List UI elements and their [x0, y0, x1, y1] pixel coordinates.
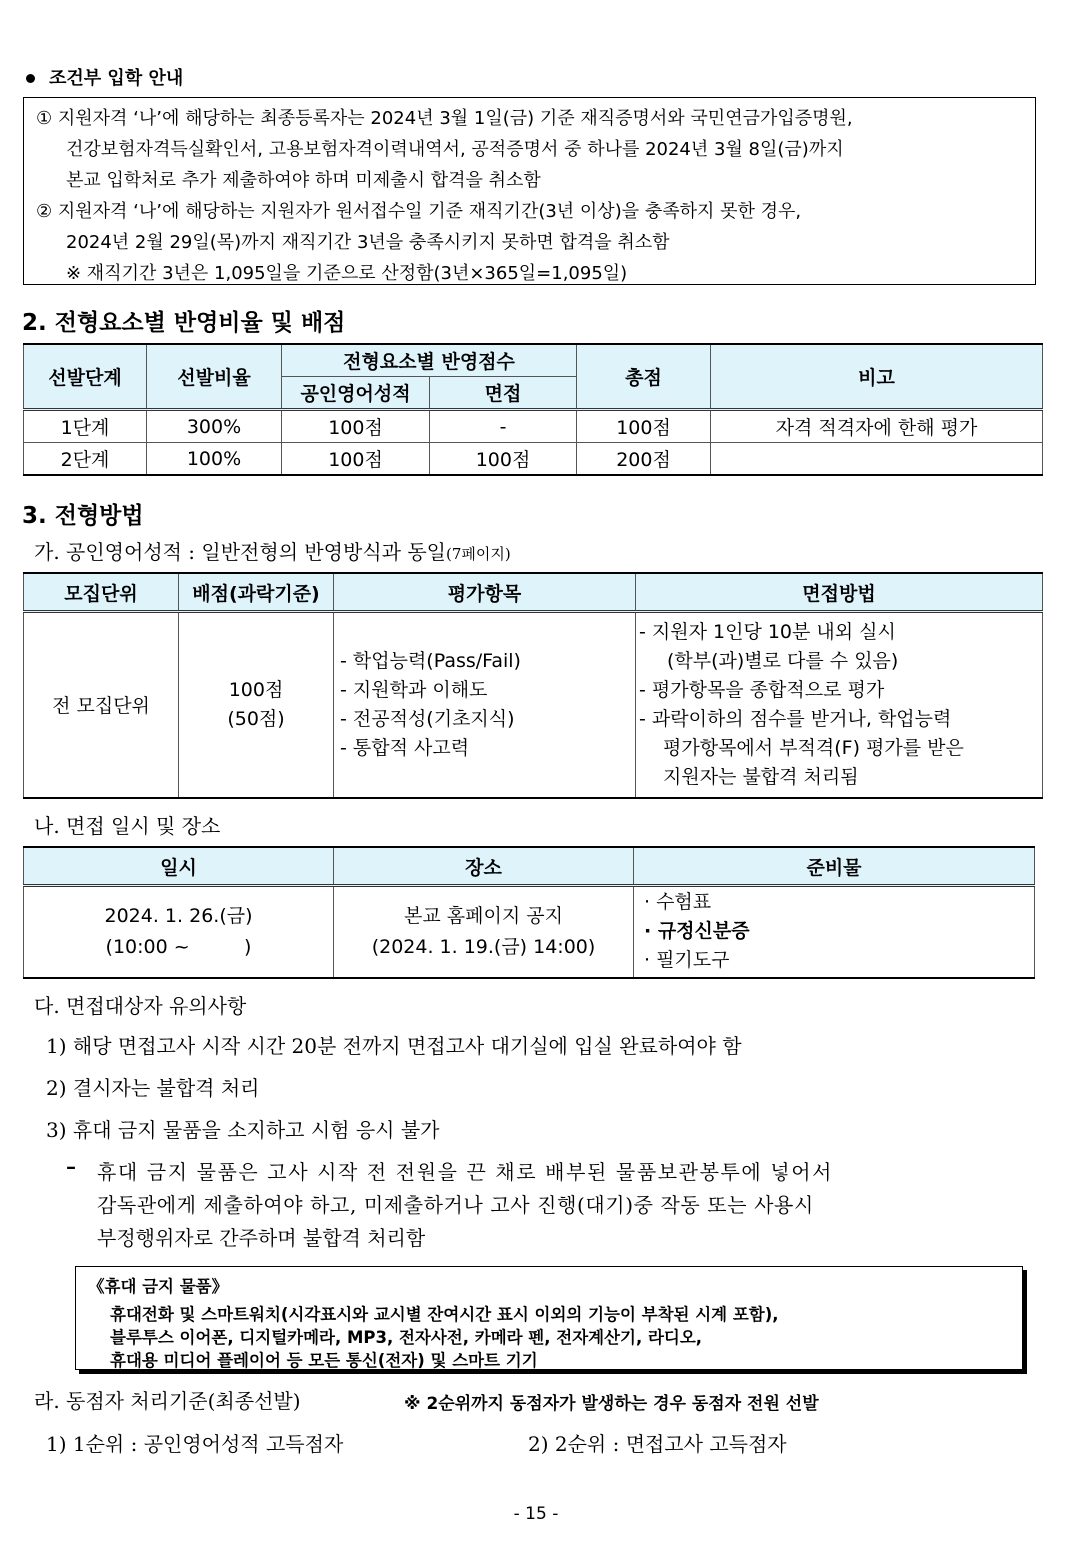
prohibited-items-box — [75, 1266, 1023, 1370]
header-method: 면접방법 — [636, 573, 1043, 612]
interview-date: 2024. 1. 26.(금) — [104, 904, 253, 927]
header-interview: 면접 — [430, 377, 577, 410]
conditional-notice-box — [23, 97, 1036, 285]
english-score-table — [23, 572, 1043, 799]
header-unit: 모집단위 — [24, 573, 179, 612]
subsection-a-note: (7페이지) — [445, 545, 511, 563]
notice-item: 2) 결시자는 불합격 처리 — [46, 1076, 260, 1100]
conditional-line: ※ 재직기간 3년은 1,095일을 기준으로 산정함(3년×365일=1,095일) — [66, 263, 628, 284]
subsection-c: 다. 면접대상자 유의사항 — [34, 994, 247, 1018]
supply-item: · 필기도구 — [644, 949, 730, 972]
eval-item: - 학업능력(Pass/Fail) — [340, 649, 521, 672]
dash-line: 부정행위자로 간주하며 불합격 처리함 — [97, 1226, 426, 1250]
table-row — [24, 410, 1043, 443]
page-number: - 15 - — [513, 1504, 559, 1524]
table-row — [24, 612, 1043, 798]
eval-item: - 전공적성(기초지식) — [340, 707, 515, 730]
prohibit-line: 휴대전화 및 스마트워치(시각표시와 교시별 잔여시간 표시 이외의 기능이 부착된 시계 포함), — [110, 1305, 779, 1324]
dash-line: 감독관에게 제출하여야 하고, 미제출하거나 고사 진행(대기)중 작동 또는 사용시 — [97, 1193, 814, 1217]
header-score: 배점(과락기준) — [179, 573, 334, 612]
score-cutoff: (50점) — [227, 707, 285, 730]
header-note: 비고 — [711, 344, 1043, 410]
header-items: 평가항목 — [334, 573, 636, 612]
prohibit-title: 《휴대 금지 물품》 — [88, 1277, 229, 1296]
section2-title: 2. 전형요소별 반영비율 및 배점 — [22, 310, 346, 336]
header-stage: 선발단계 — [24, 344, 147, 410]
cell-english: 100점 — [282, 410, 430, 443]
header-place: 장소 — [334, 847, 634, 886]
dash-marker: – — [66, 1154, 76, 1178]
header-group: 전형요소별 반영점수 — [282, 344, 577, 377]
bullet-icon — [26, 74, 35, 83]
notice-item: 3) 휴대 금지 물품을 소지하고 시험 응시 불가 — [46, 1118, 440, 1142]
tie-rule-2: 2) 2순위 : 면접고사 고득점자 — [528, 1432, 787, 1456]
cell-method — [636, 612, 1043, 798]
prohibit-line: 블루투스 이어폰, 디지털카메라, MP3, 전자사전, 카메라 펜, 전자계산기, 라디오, — [110, 1328, 703, 1347]
section3-title: 3. 전형방법 — [22, 503, 144, 529]
conditional-title: 조건부 입학 안내 — [49, 68, 184, 89]
supply-item: · 수험표 — [644, 891, 712, 914]
conditional-line: 본교 입학처로 추가 제출하여야 하며 미제출시 합격을 취소함 — [66, 170, 541, 191]
conditional-line: ② 지원자격 ‘나’에 해당하는 지원자가 원서접수일 기준 재직기간(3년 이상)을 충족하지 못한 경우, — [36, 201, 802, 222]
interview-place-date: (2024. 1. 19.(금) 14:00) — [371, 935, 596, 958]
tie-rule-1: 1) 1순위 : 공인영어성적 고득점자 — [46, 1432, 344, 1456]
cell-stage: 2단계 — [24, 443, 147, 476]
conditional-line: 건강보험자격득실확인서, 고용보험자격이력내역서, 공적증명서 중 하나를 2024년 3월 8일(금)까지 — [66, 139, 844, 160]
notice-item: 1) 해당 면접고사 시작 시간 20분 전까지 면접고사 대기실에 입실 완료하여야 함 — [46, 1034, 742, 1058]
interview-schedule-table — [23, 846, 1035, 979]
bullet-heading — [24, 64, 183, 90]
subsection-a — [34, 536, 511, 565]
cell-total: 100점 — [577, 410, 711, 443]
method-line: - 과락이하의 점수를 받거나, 학업능력 — [639, 707, 952, 730]
subsection-b: 나. 면접 일시 및 장소 — [34, 814, 221, 838]
eval-item: - 통합적 사고력 — [340, 736, 470, 759]
cell-date — [24, 886, 334, 978]
table-row — [24, 443, 1043, 476]
cell-note — [711, 443, 1043, 476]
conditional-line: 2024년 2월 29일(목)까지 재직기간 3년을 충족시키지 못하면 합격을 취소함 — [66, 232, 670, 253]
cell-interview: 100점 — [430, 443, 577, 476]
cell-english: 100점 — [282, 443, 430, 476]
method-line: - 평가항목을 종합적으로 평가 — [639, 678, 885, 701]
table-row — [24, 886, 1035, 978]
header-supplies: 준비물 — [634, 847, 1035, 886]
score-ratio-table — [23, 343, 1043, 476]
header-total: 총점 — [577, 344, 711, 410]
subsection-a-text: 가. 공인영어성적 : 일반전형의 반영방식과 동일 — [34, 540, 446, 564]
eval-item: - 지원학과 이해도 — [340, 678, 488, 701]
cell-unit: 전 모집단위 — [24, 612, 179, 798]
dash-line: 휴대 금지 물품은 고사 시작 전 전원을 끈 채로 배부된 물품보관봉투에 넣어서 — [97, 1160, 834, 1184]
cell-total: 200점 — [577, 443, 711, 476]
method-line: 평가항목에서 부적격(F) 평가를 받은 — [663, 736, 964, 759]
cell-note: 자격 적격자에 한해 평가 — [711, 410, 1043, 443]
header-english: 공인영어성적 — [282, 377, 430, 410]
method-line: (학부(과)별로 다를 수 있음) — [667, 649, 899, 672]
score-value: 100점 — [228, 678, 284, 701]
cell-ratio: 300% — [147, 410, 282, 443]
cell-supplies — [634, 886, 1035, 978]
method-line: - 지원자 1인당 10분 내외 실시 — [639, 620, 896, 643]
interview-place: 본교 홈페이지 공지 — [404, 904, 563, 927]
cell-stage: 1단계 — [24, 410, 147, 443]
cell-score — [179, 612, 334, 798]
method-line: 지원자는 불합격 처리됨 — [663, 765, 859, 788]
cell-interview: - — [430, 410, 577, 443]
supply-item: · 규정신분증 — [644, 920, 750, 943]
prohibit-line: 휴대용 미디어 플레이어 등 모든 통신(전자) 및 스마트 기기 — [110, 1351, 538, 1370]
cell-place — [334, 886, 634, 978]
conditional-line: ① 지원자격 ‘나’에 해당하는 최종등록자는 2024년 3월 1일(금) 기준 재직증명서와 국민연금가입증명원, — [36, 108, 853, 129]
interview-time: (10:00 ~ ) — [105, 935, 252, 958]
subsection-d-note: ※ 2순위까지 동점자가 발생하는 경우 동점자 전원 선발 — [404, 1394, 819, 1414]
cell-ratio: 100% — [147, 443, 282, 476]
cell-items — [334, 612, 636, 798]
header-ratio: 선발비율 — [147, 344, 282, 410]
header-date: 일시 — [24, 847, 334, 886]
subsection-d: 라. 동점자 처리기준(최종선발) — [34, 1389, 301, 1413]
